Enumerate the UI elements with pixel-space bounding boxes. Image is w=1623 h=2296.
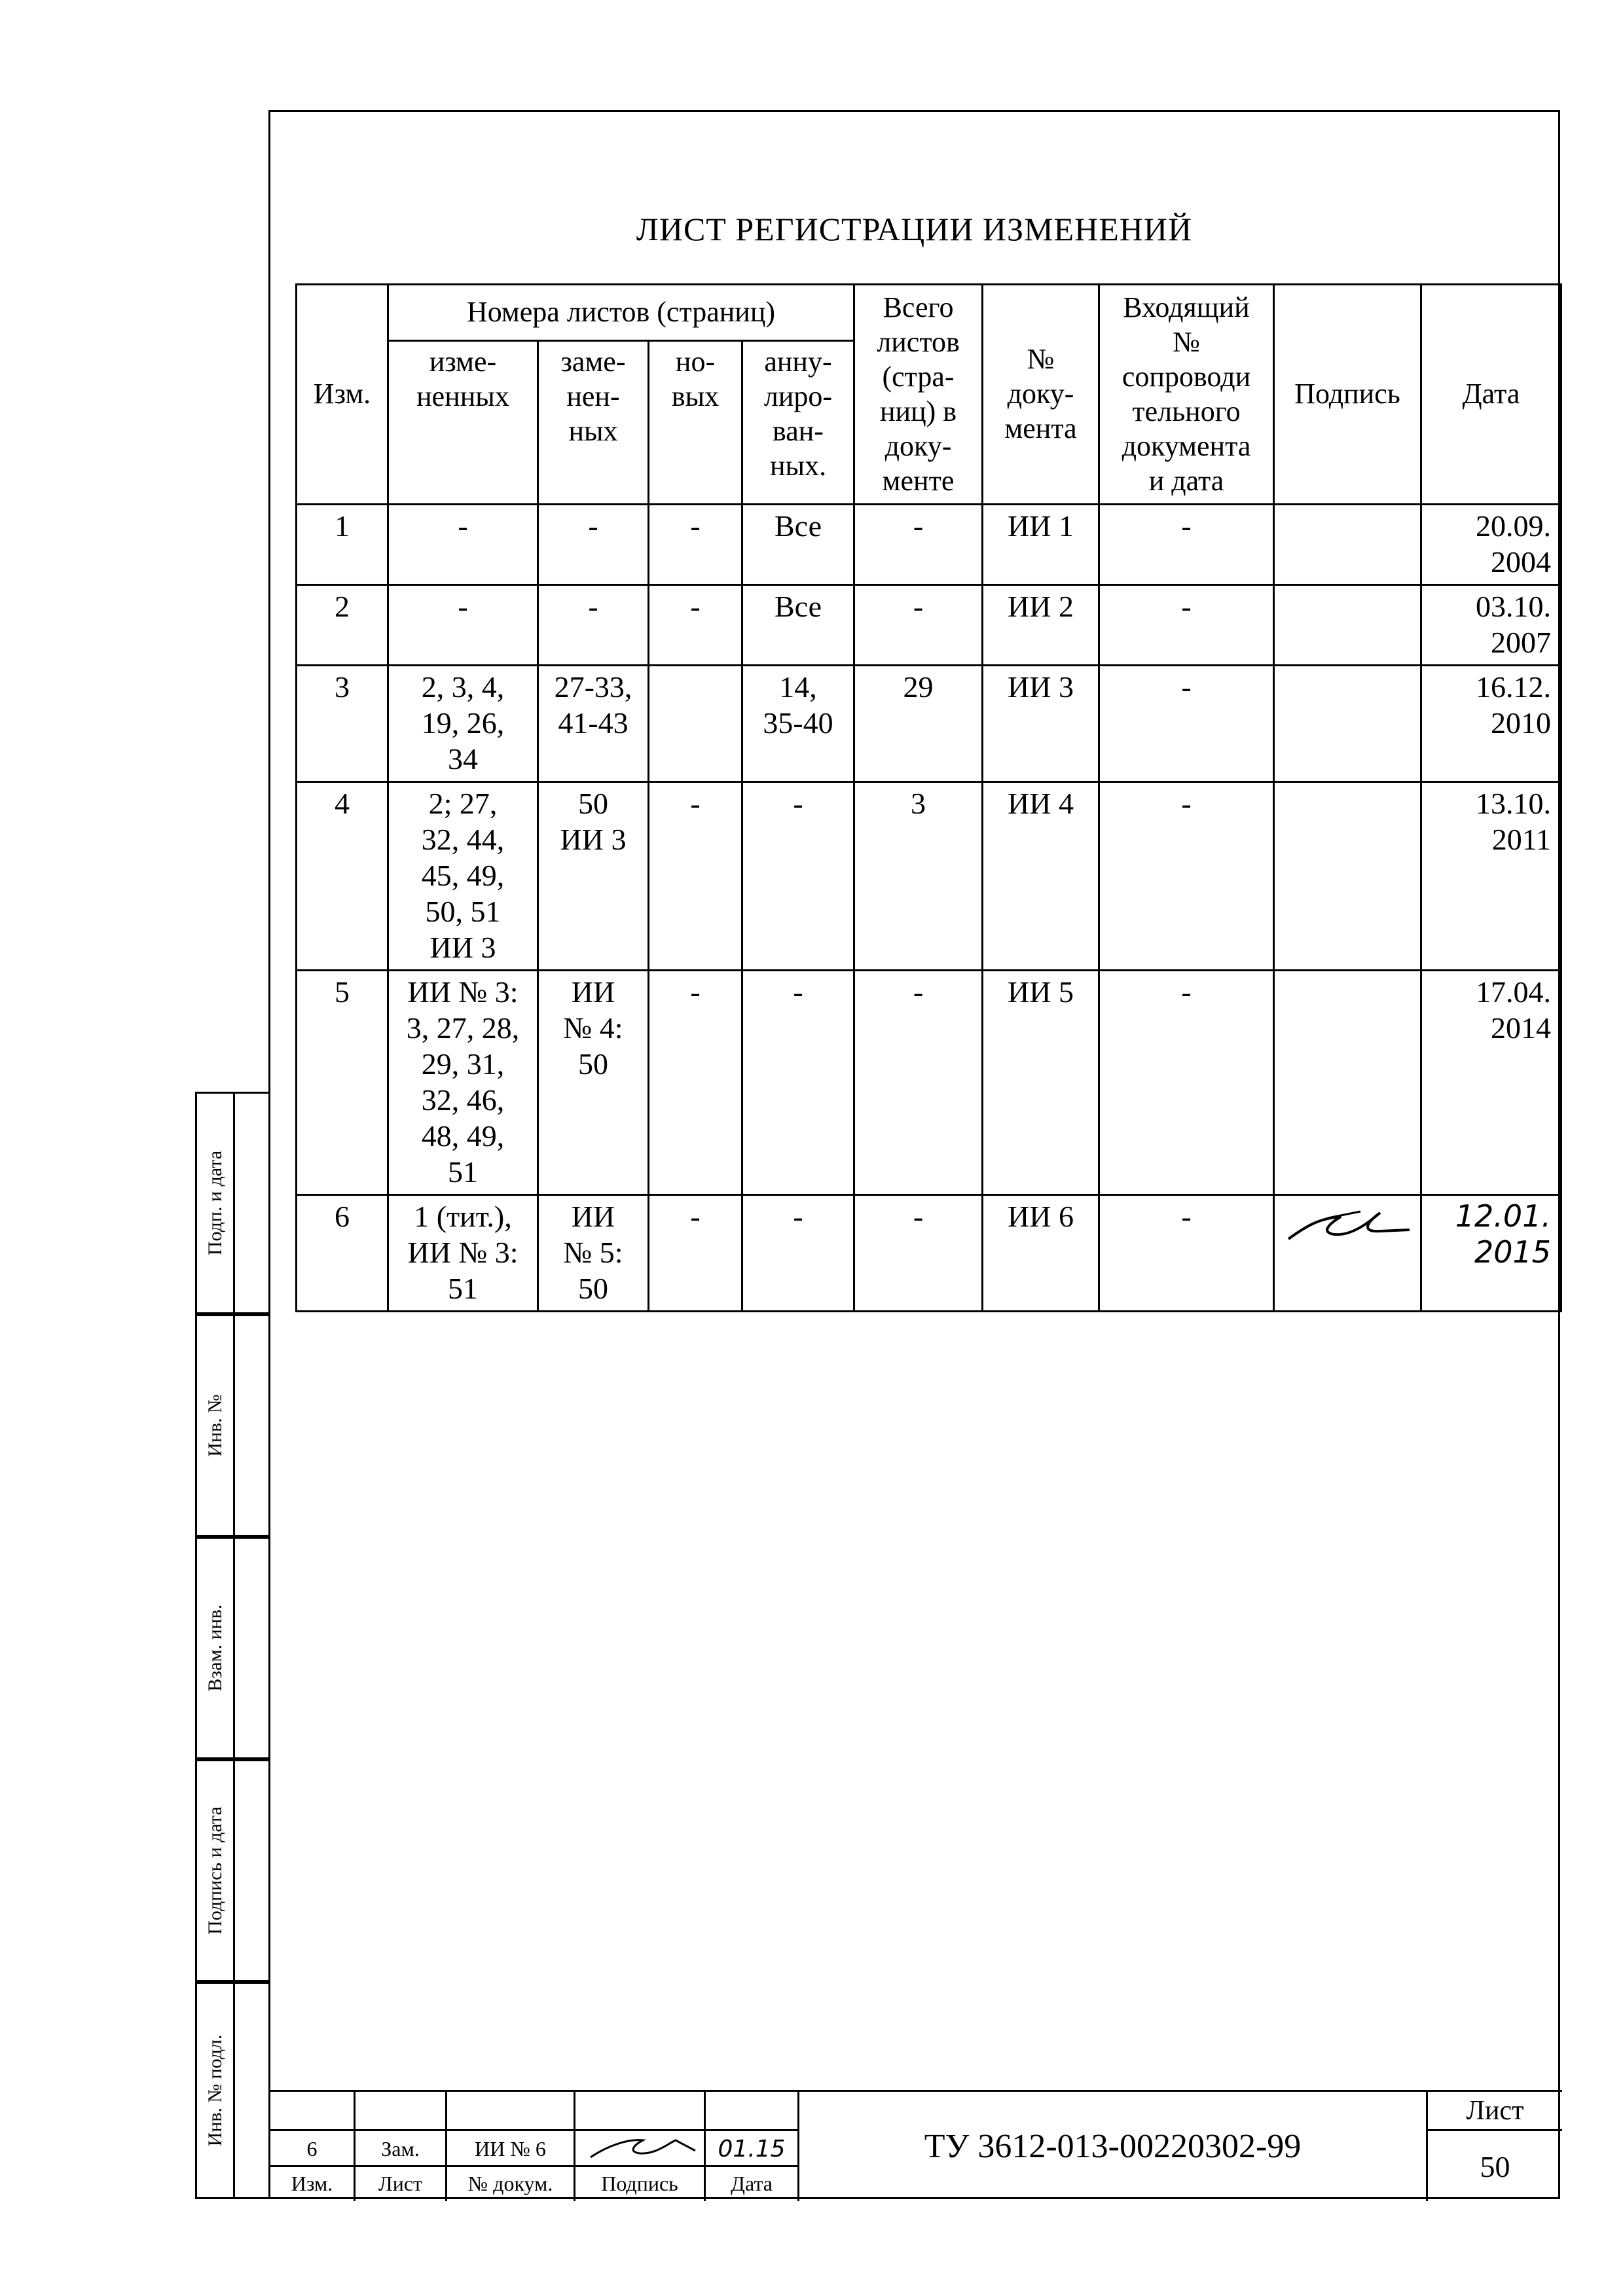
signature-image: [1282, 1198, 1413, 1251]
cell-annulled: 14, 35-40: [742, 666, 854, 782]
cell-replaced: ИИ № 4: 50: [538, 971, 649, 1195]
stamp-blank-1d: [574, 2090, 704, 2129]
cell-izm: 1: [297, 505, 388, 585]
cell-new: [649, 666, 742, 782]
stamp-label-doc: № докум.: [445, 2165, 574, 2201]
cell-signature: [1274, 666, 1421, 782]
cell-doc: ИИ 4: [983, 782, 1099, 971]
cell-signature: [1274, 585, 1421, 666]
header-changed: изме- ненных: [388, 341, 538, 505]
header-annulled: анну- лиро- ван- ных.: [742, 341, 854, 505]
cell-annulled: -: [742, 1195, 854, 1312]
cell-changed: 1 (тит.), ИИ № 3: 51: [388, 1195, 538, 1312]
table-row: [297, 971, 1561, 1195]
cell-izm: 5: [297, 971, 388, 1195]
cell-annulled: Все: [742, 585, 854, 666]
cell-replaced: -: [538, 505, 649, 585]
cell-total: -: [854, 585, 983, 666]
cell-changed: -: [388, 585, 538, 666]
cell-new: -: [649, 782, 742, 971]
header-izm: Изм.: [297, 285, 388, 505]
cell-new: -: [649, 971, 742, 1195]
document-code: [797, 2090, 1426, 2201]
header-new: но- вых: [649, 341, 742, 505]
header-doc-number: № доку- мента: [983, 285, 1099, 505]
cell-total: -: [854, 1195, 983, 1312]
cell-total: 3: [854, 782, 983, 971]
side-label: Инв. №: [204, 1394, 226, 1457]
cell-total: -: [854, 971, 983, 1195]
header-sheet-numbers: Номера листов (страниц): [388, 285, 854, 341]
table-row: [297, 585, 1561, 666]
cell-signature: [1274, 505, 1421, 585]
cell-doc: ИИ 2: [983, 585, 1099, 666]
cell-date: 03.10. 2007: [1421, 585, 1561, 666]
cell-incoming: -: [1099, 505, 1274, 585]
stamp-date-value: 01.15: [704, 2129, 797, 2165]
cell-date: 13.10. 2011: [1421, 782, 1561, 971]
stamp-izm-value: 6: [270, 2129, 354, 2165]
sheet-number: 50: [1426, 2129, 1562, 2201]
stamp-label-izm: Изм.: [270, 2165, 354, 2201]
cell-changed: ИИ № 3: 3, 27, 28, 29, 31, 32, 46, 48, 49, 51: [388, 971, 538, 1195]
side-cell-sign-date: [195, 1092, 268, 1314]
table-row: [297, 1195, 1561, 1312]
cell-incoming: -: [1099, 782, 1274, 971]
side-label: Взам. инв.: [204, 1604, 226, 1692]
side-cell-signature-date: [195, 1759, 268, 1982]
cell-izm: 3: [297, 666, 388, 782]
cell-replaced: ИИ № 5: 50: [538, 1195, 649, 1312]
cell-new: -: [649, 585, 742, 666]
cell-changed: 2; 27, 32, 44, 45, 49, 50, 51 ИИ 3: [388, 782, 538, 971]
cell-signature: [1274, 782, 1421, 971]
sheet-label: Лист: [1426, 2090, 1562, 2129]
stamp-label-date: Дата: [704, 2165, 797, 2201]
side-cell-inv-original: [195, 1982, 268, 2199]
header-date: Дата: [1421, 285, 1561, 505]
stamp-label-sign: Подпись: [574, 2165, 704, 2201]
header-signature: Подпись: [1274, 285, 1421, 505]
side-cell-inv: [195, 1314, 268, 1537]
header-incoming-doc: Входящий № сопроводи тельного документа и дата: [1099, 285, 1274, 505]
cell-doc: ИИ 3: [983, 666, 1099, 782]
stamp-list-value: Зам.: [354, 2129, 445, 2165]
cell-annulled: Все: [742, 505, 854, 585]
cell-date: 16.12. 2010: [1421, 666, 1561, 782]
stamp-blank-1a: [270, 2090, 354, 2129]
cell-incoming: -: [1099, 666, 1274, 782]
cell-date-handwritten: 12.01. 2015: [1421, 1195, 1561, 1312]
cell-doc: ИИ 5: [983, 971, 1099, 1195]
document-frame: [268, 110, 1560, 2199]
side-label: Подп. и дата: [204, 1150, 226, 1256]
cell-izm: 6: [297, 1195, 388, 1312]
cell-incoming: -: [1099, 971, 1274, 1195]
cell-doc: ИИ 1: [983, 505, 1099, 585]
table-row: [297, 666, 1561, 782]
stamp-blank-1b: [354, 2090, 445, 2129]
stamp-label-list: Лист: [354, 2165, 445, 2201]
stamp-signature: [574, 2129, 704, 2165]
registration-table: [295, 283, 1562, 1312]
document-code-text: ТУ 3612-013-00220302-99: [924, 2128, 1302, 2165]
cell-annulled: -: [742, 782, 854, 971]
stamp-blank-1c: [445, 2090, 574, 2129]
stamp-doc-value: ИИ № 6: [445, 2129, 574, 2165]
header-total-sheets: Всего листов (стра- ниц) в доку- менте: [854, 285, 983, 505]
cell-replaced: -: [538, 585, 649, 666]
header-replaced: заме- нен- ных: [538, 341, 649, 505]
cell-replaced: 27-33, 41-43: [538, 666, 649, 782]
side-label: Инв. № подл.: [204, 2034, 226, 2147]
cell-new: -: [649, 505, 742, 585]
table-row: [297, 505, 1561, 585]
cell-changed: 2, 3, 4, 19, 26, 34: [388, 666, 538, 782]
cell-changed: -: [388, 505, 538, 585]
cell-new: -: [649, 1195, 742, 1312]
cell-replaced: 50 ИИ 3: [538, 782, 649, 971]
stamp-signature-image: [577, 2131, 702, 2164]
cell-signature: [1274, 971, 1421, 1195]
cell-incoming: -: [1099, 1195, 1274, 1312]
cell-total: -: [854, 505, 983, 585]
cell-date: 17.04. 2014: [1421, 971, 1561, 1195]
table-row: [297, 782, 1561, 971]
cell-signature: [1274, 1195, 1421, 1312]
side-cell-replace-inv: [195, 1537, 268, 1759]
cell-izm: 2: [297, 585, 388, 666]
cell-annulled: -: [742, 971, 854, 1195]
cell-total: 29: [854, 666, 983, 782]
cell-date: 20.09. 2004: [1421, 505, 1561, 585]
cell-izm: 4: [297, 782, 388, 971]
side-strip: [195, 1092, 268, 2199]
cell-doc: ИИ 6: [983, 1195, 1099, 1312]
stamp-blank-1e: [704, 2090, 797, 2129]
cell-incoming: -: [1099, 585, 1274, 666]
page-title: ЛИСТ РЕГИСТРАЦИИ ИЗМЕНЕНИЙ: [636, 211, 1193, 247]
side-label: Подпись и дата: [204, 1806, 226, 1935]
